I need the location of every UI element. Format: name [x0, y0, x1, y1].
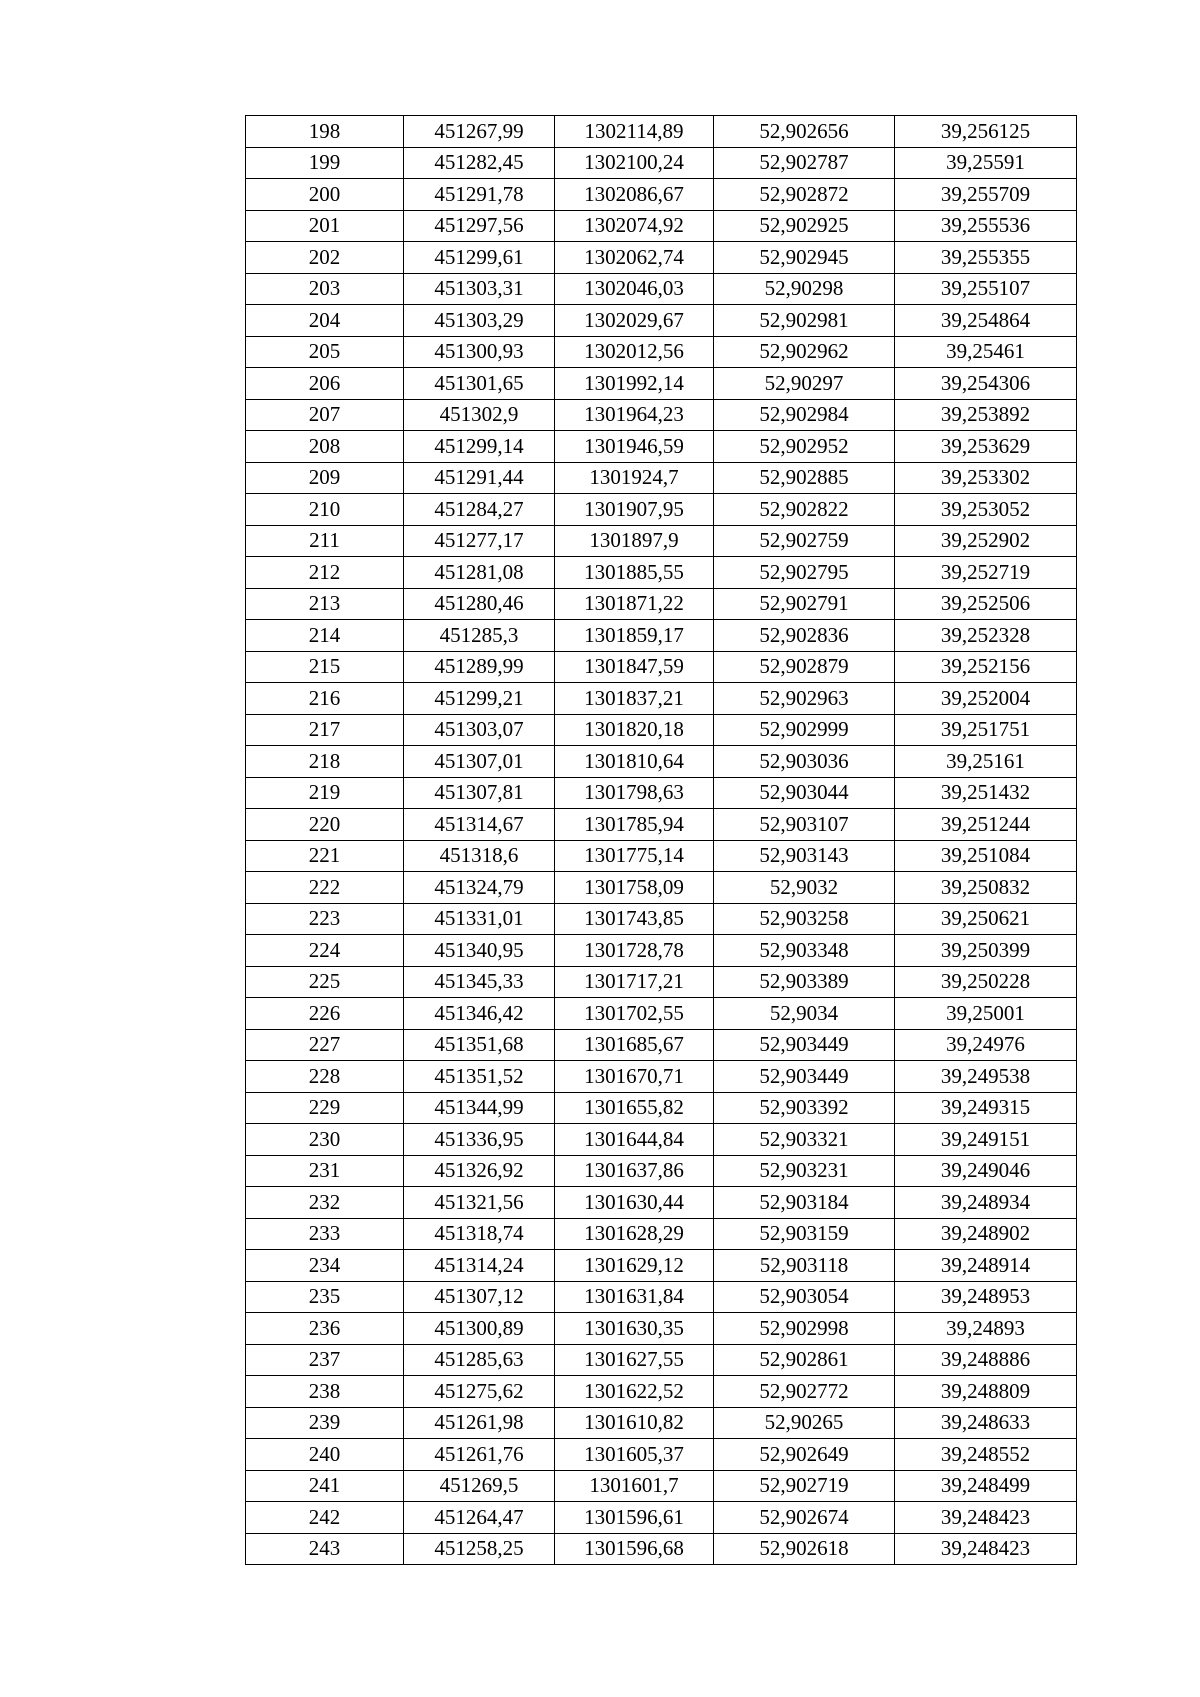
y-coordinate-cell: 1301644,84	[555, 1124, 714, 1156]
latitude-cell: 52,903449	[714, 1029, 895, 1061]
table-row	[246, 1533, 1077, 1565]
coordinates-table-body	[246, 116, 1077, 1565]
point-number-cell: 216	[246, 683, 404, 715]
x-coordinate-cell: 451344,99	[404, 1092, 555, 1124]
x-coordinate-cell: 451303,29	[404, 305, 555, 337]
latitude-cell: 52,903184	[714, 1187, 895, 1219]
table-row	[246, 935, 1077, 967]
x-coordinate-cell: 451340,95	[404, 935, 555, 967]
y-coordinate-cell: 1301655,82	[555, 1092, 714, 1124]
latitude-cell: 52,902885	[714, 462, 895, 494]
y-coordinate-cell: 1301924,7	[555, 462, 714, 494]
point-number-cell: 225	[246, 966, 404, 998]
y-coordinate-cell: 1301837,21	[555, 683, 714, 715]
latitude-cell: 52,902656	[714, 116, 895, 148]
table-row	[246, 210, 1077, 242]
table-row	[246, 525, 1077, 557]
table-row	[246, 116, 1077, 148]
longitude-cell: 39,255355	[895, 242, 1077, 274]
table-row	[246, 840, 1077, 872]
point-number-cell: 223	[246, 903, 404, 935]
y-coordinate-cell: 1302086,67	[555, 179, 714, 211]
x-coordinate-cell: 451264,47	[404, 1502, 555, 1534]
y-coordinate-cell: 1301820,18	[555, 714, 714, 746]
latitude-cell: 52,902952	[714, 431, 895, 463]
y-coordinate-cell: 1301601,7	[555, 1470, 714, 1502]
longitude-cell: 39,255536	[895, 210, 1077, 242]
latitude-cell: 52,903054	[714, 1281, 895, 1313]
longitude-cell: 39,253892	[895, 399, 1077, 431]
x-coordinate-cell: 451351,68	[404, 1029, 555, 1061]
x-coordinate-cell: 451301,65	[404, 368, 555, 400]
longitude-cell: 39,249538	[895, 1061, 1077, 1093]
latitude-cell: 52,903321	[714, 1124, 895, 1156]
x-coordinate-cell: 451297,56	[404, 210, 555, 242]
y-coordinate-cell: 1301628,29	[555, 1218, 714, 1250]
table-row	[246, 1029, 1077, 1061]
longitude-cell: 39,252719	[895, 557, 1077, 589]
y-coordinate-cell: 1301847,59	[555, 651, 714, 683]
longitude-cell: 39,248886	[895, 1344, 1077, 1376]
point-number-cell: 227	[246, 1029, 404, 1061]
latitude-cell: 52,902999	[714, 714, 895, 746]
x-coordinate-cell: 451291,44	[404, 462, 555, 494]
table-row	[246, 777, 1077, 809]
y-coordinate-cell: 1302012,56	[555, 336, 714, 368]
y-coordinate-cell: 1301605,37	[555, 1439, 714, 1471]
x-coordinate-cell: 451281,08	[404, 557, 555, 589]
table-row	[246, 1344, 1077, 1376]
longitude-cell: 39,252328	[895, 620, 1077, 652]
point-number-cell: 238	[246, 1376, 404, 1408]
y-coordinate-cell: 1301885,55	[555, 557, 714, 589]
x-coordinate-cell: 451314,67	[404, 809, 555, 841]
x-coordinate-cell: 451280,46	[404, 588, 555, 620]
x-coordinate-cell: 451285,63	[404, 1344, 555, 1376]
point-number-cell: 224	[246, 935, 404, 967]
table-row	[246, 1407, 1077, 1439]
point-number-cell: 217	[246, 714, 404, 746]
longitude-cell: 39,252902	[895, 525, 1077, 557]
point-number-cell: 208	[246, 431, 404, 463]
y-coordinate-cell: 1301670,71	[555, 1061, 714, 1093]
point-number-cell: 211	[246, 525, 404, 557]
point-number-cell: 240	[246, 1439, 404, 1471]
table-row	[246, 809, 1077, 841]
longitude-cell: 39,249046	[895, 1155, 1077, 1187]
table-row	[246, 273, 1077, 305]
latitude-cell: 52,903392	[714, 1092, 895, 1124]
point-number-cell: 214	[246, 620, 404, 652]
latitude-cell: 52,903449	[714, 1061, 895, 1093]
table-row	[246, 431, 1077, 463]
coordinates-table	[245, 115, 1077, 1565]
table-row	[246, 1155, 1077, 1187]
y-coordinate-cell: 1301717,21	[555, 966, 714, 998]
x-coordinate-cell: 451336,95	[404, 1124, 555, 1156]
longitude-cell: 39,253302	[895, 462, 1077, 494]
y-coordinate-cell: 1301743,85	[555, 903, 714, 935]
table-row	[246, 683, 1077, 715]
point-number-cell: 241	[246, 1470, 404, 1502]
latitude-cell: 52,902984	[714, 399, 895, 431]
point-number-cell: 209	[246, 462, 404, 494]
x-coordinate-cell: 451314,24	[404, 1250, 555, 1282]
point-number-cell: 237	[246, 1344, 404, 1376]
point-number-cell: 199	[246, 147, 404, 179]
table-row	[246, 1439, 1077, 1471]
latitude-cell: 52,902822	[714, 494, 895, 526]
table-row	[246, 746, 1077, 778]
table-row	[246, 620, 1077, 652]
x-coordinate-cell: 451345,33	[404, 966, 555, 998]
x-coordinate-cell: 451302,9	[404, 399, 555, 431]
latitude-cell: 52,902649	[714, 1439, 895, 1471]
y-coordinate-cell: 1301897,9	[555, 525, 714, 557]
longitude-cell: 39,248914	[895, 1250, 1077, 1282]
longitude-cell: 39,252156	[895, 651, 1077, 683]
table-row	[246, 1061, 1077, 1093]
latitude-cell: 52,902836	[714, 620, 895, 652]
point-number-cell: 204	[246, 305, 404, 337]
y-coordinate-cell: 1301629,12	[555, 1250, 714, 1282]
latitude-cell: 52,902998	[714, 1313, 895, 1345]
table-row	[246, 399, 1077, 431]
latitude-cell: 52,902879	[714, 651, 895, 683]
point-number-cell: 239	[246, 1407, 404, 1439]
point-number-cell: 229	[246, 1092, 404, 1124]
y-coordinate-cell: 1301627,55	[555, 1344, 714, 1376]
table-row	[246, 1281, 1077, 1313]
longitude-cell: 39,25161	[895, 746, 1077, 778]
point-number-cell: 220	[246, 809, 404, 841]
point-number-cell: 226	[246, 998, 404, 1030]
longitude-cell: 39,248499	[895, 1470, 1077, 1502]
point-number-cell: 222	[246, 872, 404, 904]
latitude-cell: 52,902759	[714, 525, 895, 557]
longitude-cell: 39,248809	[895, 1376, 1077, 1408]
x-coordinate-cell: 451324,79	[404, 872, 555, 904]
y-coordinate-cell: 1301631,84	[555, 1281, 714, 1313]
longitude-cell: 39,253052	[895, 494, 1077, 526]
y-coordinate-cell: 1302046,03	[555, 273, 714, 305]
longitude-cell: 39,25001	[895, 998, 1077, 1030]
y-coordinate-cell: 1301810,64	[555, 746, 714, 778]
latitude-cell: 52,902963	[714, 683, 895, 715]
y-coordinate-cell: 1301964,23	[555, 399, 714, 431]
latitude-cell: 52,902981	[714, 305, 895, 337]
point-number-cell: 218	[246, 746, 404, 778]
table-row	[246, 1376, 1077, 1408]
x-coordinate-cell: 451331,01	[404, 903, 555, 935]
longitude-cell: 39,249315	[895, 1092, 1077, 1124]
longitude-cell: 39,250399	[895, 935, 1077, 967]
point-number-cell: 200	[246, 179, 404, 211]
longitude-cell: 39,256125	[895, 116, 1077, 148]
latitude-cell: 52,903143	[714, 840, 895, 872]
point-number-cell: 203	[246, 273, 404, 305]
x-coordinate-cell: 451318,74	[404, 1218, 555, 1250]
point-number-cell: 232	[246, 1187, 404, 1219]
longitude-cell: 39,248934	[895, 1187, 1077, 1219]
table-row	[246, 588, 1077, 620]
x-coordinate-cell: 451258,25	[404, 1533, 555, 1565]
y-coordinate-cell: 1301630,44	[555, 1187, 714, 1219]
point-number-cell: 233	[246, 1218, 404, 1250]
point-number-cell: 215	[246, 651, 404, 683]
table-row	[246, 1187, 1077, 1219]
point-number-cell: 201	[246, 210, 404, 242]
y-coordinate-cell: 1302074,92	[555, 210, 714, 242]
longitude-cell: 39,251432	[895, 777, 1077, 809]
table-row	[246, 1470, 1077, 1502]
y-coordinate-cell: 1301685,67	[555, 1029, 714, 1061]
x-coordinate-cell: 451307,12	[404, 1281, 555, 1313]
y-coordinate-cell: 1301907,95	[555, 494, 714, 526]
y-coordinate-cell: 1301859,17	[555, 620, 714, 652]
longitude-cell: 39,254864	[895, 305, 1077, 337]
longitude-cell: 39,253629	[895, 431, 1077, 463]
latitude-cell: 52,902719	[714, 1470, 895, 1502]
point-number-cell: 234	[246, 1250, 404, 1282]
point-number-cell: 210	[246, 494, 404, 526]
point-number-cell: 212	[246, 557, 404, 589]
longitude-cell: 39,252004	[895, 683, 1077, 715]
table-row	[246, 1313, 1077, 1345]
latitude-cell: 52,902787	[714, 147, 895, 179]
y-coordinate-cell: 1301702,55	[555, 998, 714, 1030]
latitude-cell: 52,903044	[714, 777, 895, 809]
longitude-cell: 39,251751	[895, 714, 1077, 746]
x-coordinate-cell: 451284,27	[404, 494, 555, 526]
table-row	[246, 242, 1077, 274]
point-number-cell: 205	[246, 336, 404, 368]
x-coordinate-cell: 451346,42	[404, 998, 555, 1030]
longitude-cell: 39,248423	[895, 1502, 1077, 1534]
table-row	[246, 368, 1077, 400]
x-coordinate-cell: 451303,07	[404, 714, 555, 746]
x-coordinate-cell: 451299,21	[404, 683, 555, 715]
table-row	[246, 714, 1077, 746]
x-coordinate-cell: 451299,14	[404, 431, 555, 463]
longitude-cell: 39,250228	[895, 966, 1077, 998]
longitude-cell: 39,24976	[895, 1029, 1077, 1061]
x-coordinate-cell: 451267,99	[404, 116, 555, 148]
x-coordinate-cell: 451291,78	[404, 179, 555, 211]
latitude-cell: 52,90298	[714, 273, 895, 305]
y-coordinate-cell: 1301596,68	[555, 1533, 714, 1565]
x-coordinate-cell: 451321,56	[404, 1187, 555, 1219]
y-coordinate-cell: 1301630,35	[555, 1313, 714, 1345]
point-number-cell: 219	[246, 777, 404, 809]
longitude-cell: 39,250832	[895, 872, 1077, 904]
x-coordinate-cell: 451300,93	[404, 336, 555, 368]
table-row	[246, 147, 1077, 179]
latitude-cell: 52,902945	[714, 242, 895, 274]
longitude-cell: 39,250621	[895, 903, 1077, 935]
latitude-cell: 52,903231	[714, 1155, 895, 1187]
table-row	[246, 966, 1077, 998]
y-coordinate-cell: 1301728,78	[555, 935, 714, 967]
latitude-cell: 52,902872	[714, 179, 895, 211]
longitude-cell: 39,249151	[895, 1124, 1077, 1156]
latitude-cell: 52,9034	[714, 998, 895, 1030]
longitude-cell: 39,248953	[895, 1281, 1077, 1313]
point-number-cell: 202	[246, 242, 404, 274]
latitude-cell: 52,902674	[714, 1502, 895, 1534]
x-coordinate-cell: 451351,52	[404, 1061, 555, 1093]
latitude-cell: 52,903258	[714, 903, 895, 935]
y-coordinate-cell: 1301775,14	[555, 840, 714, 872]
table-row	[246, 1502, 1077, 1534]
y-coordinate-cell: 1302100,24	[555, 147, 714, 179]
x-coordinate-cell: 451303,31	[404, 273, 555, 305]
longitude-cell: 39,254306	[895, 368, 1077, 400]
x-coordinate-cell: 451326,92	[404, 1155, 555, 1187]
table-row	[246, 651, 1077, 683]
longitude-cell: 39,24893	[895, 1313, 1077, 1345]
x-coordinate-cell: 451275,62	[404, 1376, 555, 1408]
x-coordinate-cell: 451261,98	[404, 1407, 555, 1439]
latitude-cell: 52,903348	[714, 935, 895, 967]
y-coordinate-cell: 1301798,63	[555, 777, 714, 809]
x-coordinate-cell: 451289,99	[404, 651, 555, 683]
table-row	[246, 179, 1077, 211]
point-number-cell: 221	[246, 840, 404, 872]
latitude-cell: 52,902962	[714, 336, 895, 368]
latitude-cell: 52,902618	[714, 1533, 895, 1565]
table-row	[246, 305, 1077, 337]
longitude-cell: 39,251084	[895, 840, 1077, 872]
table-row	[246, 462, 1077, 494]
x-coordinate-cell: 451300,89	[404, 1313, 555, 1345]
latitude-cell: 52,90265	[714, 1407, 895, 1439]
x-coordinate-cell: 451299,61	[404, 242, 555, 274]
longitude-cell: 39,251244	[895, 809, 1077, 841]
latitude-cell: 52,902795	[714, 557, 895, 589]
x-coordinate-cell: 451307,81	[404, 777, 555, 809]
table-row	[246, 872, 1077, 904]
latitude-cell: 52,902925	[714, 210, 895, 242]
longitude-cell: 39,25591	[895, 147, 1077, 179]
x-coordinate-cell: 451261,76	[404, 1439, 555, 1471]
y-coordinate-cell: 1301622,52	[555, 1376, 714, 1408]
table-row	[246, 336, 1077, 368]
latitude-cell: 52,9032	[714, 872, 895, 904]
table-row	[246, 1250, 1077, 1282]
longitude-cell: 39,25461	[895, 336, 1077, 368]
table-row	[246, 494, 1077, 526]
point-number-cell: 230	[246, 1124, 404, 1156]
longitude-cell: 39,248902	[895, 1218, 1077, 1250]
longitude-cell: 39,255709	[895, 179, 1077, 211]
table-row	[246, 903, 1077, 935]
table-row	[246, 557, 1077, 589]
latitude-cell: 52,903036	[714, 746, 895, 778]
latitude-cell: 52,903159	[714, 1218, 895, 1250]
longitude-cell: 39,248423	[895, 1533, 1077, 1565]
latitude-cell: 52,903389	[714, 966, 895, 998]
latitude-cell: 52,902772	[714, 1376, 895, 1408]
table-row	[246, 1218, 1077, 1250]
point-number-cell: 198	[246, 116, 404, 148]
latitude-cell: 52,902791	[714, 588, 895, 620]
point-number-cell: 231	[246, 1155, 404, 1187]
table-row	[246, 998, 1077, 1030]
longitude-cell: 39,255107	[895, 273, 1077, 305]
x-coordinate-cell: 451282,45	[404, 147, 555, 179]
latitude-cell: 52,902861	[714, 1344, 895, 1376]
point-number-cell: 236	[246, 1313, 404, 1345]
x-coordinate-cell: 451285,3	[404, 620, 555, 652]
point-number-cell: 242	[246, 1502, 404, 1534]
latitude-cell: 52,903118	[714, 1250, 895, 1282]
point-number-cell: 207	[246, 399, 404, 431]
point-number-cell: 235	[246, 1281, 404, 1313]
latitude-cell: 52,90297	[714, 368, 895, 400]
y-coordinate-cell: 1301946,59	[555, 431, 714, 463]
point-number-cell: 243	[246, 1533, 404, 1565]
x-coordinate-cell: 451277,17	[404, 525, 555, 557]
y-coordinate-cell: 1302062,74	[555, 242, 714, 274]
latitude-cell: 52,903107	[714, 809, 895, 841]
point-number-cell: 206	[246, 368, 404, 400]
table-row	[246, 1124, 1077, 1156]
longitude-cell: 39,252506	[895, 588, 1077, 620]
longitude-cell: 39,248552	[895, 1439, 1077, 1471]
y-coordinate-cell: 1301992,14	[555, 368, 714, 400]
point-number-cell: 213	[246, 588, 404, 620]
y-coordinate-cell: 1302114,89	[555, 116, 714, 148]
x-coordinate-cell: 451307,01	[404, 746, 555, 778]
longitude-cell: 39,248633	[895, 1407, 1077, 1439]
x-coordinate-cell: 451318,6	[404, 840, 555, 872]
y-coordinate-cell: 1301871,22	[555, 588, 714, 620]
y-coordinate-cell: 1301637,86	[555, 1155, 714, 1187]
y-coordinate-cell: 1301758,09	[555, 872, 714, 904]
point-number-cell: 228	[246, 1061, 404, 1093]
table-row	[246, 1092, 1077, 1124]
x-coordinate-cell: 451269,5	[404, 1470, 555, 1502]
y-coordinate-cell: 1302029,67	[555, 305, 714, 337]
y-coordinate-cell: 1301785,94	[555, 809, 714, 841]
y-coordinate-cell: 1301610,82	[555, 1407, 714, 1439]
y-coordinate-cell: 1301596,61	[555, 1502, 714, 1534]
